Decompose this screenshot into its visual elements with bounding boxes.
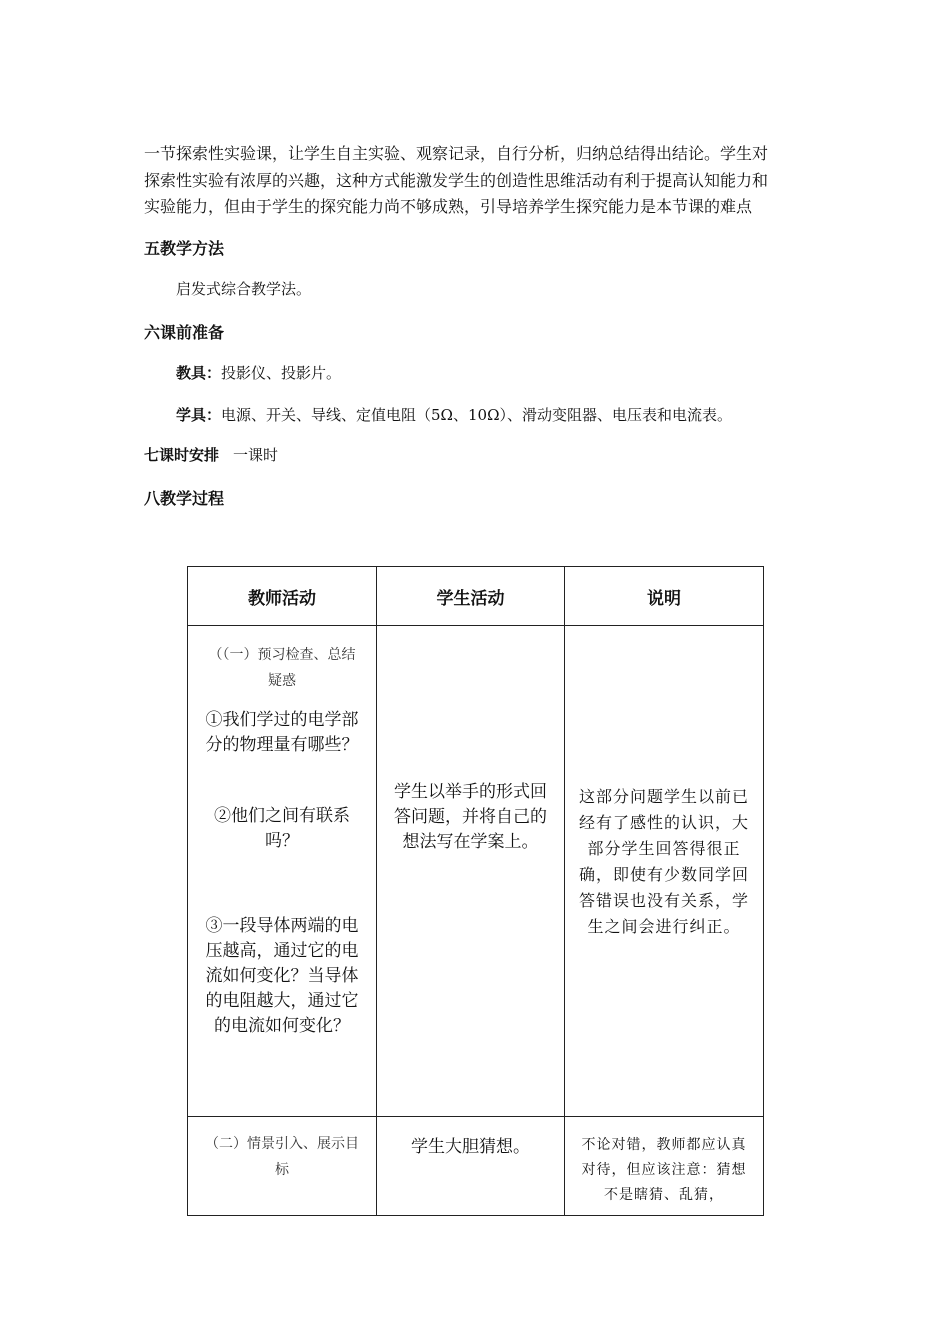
intro-line-1: 一节探索性实验课，让学生自主实验、观察记录，自行分析，归纳总结得出结论。学生对 xyxy=(144,144,769,163)
section-5-text: 启发式综合教学法。 xyxy=(176,280,312,298)
intro-line-3: 实验能力，但由于学生的探究能力尚不够成熟，引导培养学生探究能力是本节课的难点 xyxy=(144,197,753,216)
section-7-text: 一课时 xyxy=(233,446,279,464)
row2-student-cell xyxy=(377,1117,565,1216)
section-7-line xyxy=(144,444,278,465)
teacher-tools-label: 教具： xyxy=(176,364,222,382)
section-7-heading: 七课时安排 xyxy=(144,446,220,464)
row1-student-cell xyxy=(377,626,565,1117)
teaching-process-table xyxy=(187,566,764,1216)
teacher-tools-line xyxy=(176,362,341,383)
row2-teacher-cell xyxy=(188,1117,377,1216)
row1-question-3: ③一段导体两端的电压越高，通过它的电流如何变化？当导体的电阻越大，通过它的电流如何变化？ xyxy=(205,916,359,1036)
student-tools-text: 电源、开关、导线、定值电阻（5Ω、10Ω）、滑动变阻器、电压表和电流表。 xyxy=(221,406,733,424)
row2-student-text: 学生大胆猜想。 xyxy=(411,1137,530,1157)
row2-note-text: 不论对错，教师都应认真对待，但应该注意：猜想不是瞎猜、乱猜， xyxy=(581,1137,747,1203)
row1-note-text: 这部分问题学生以前已经有了感性的认识，大部分学生回答得很正确，即使有少数同学回答错误也没有关系，学生之间会进行纠正。 xyxy=(578,787,749,936)
section-8-heading: 八教学过程 xyxy=(144,489,225,508)
header-notes: 说明 xyxy=(565,567,764,626)
table-row xyxy=(188,1117,764,1216)
student-tools-label: 学具： xyxy=(176,406,222,424)
student-tools-line xyxy=(176,404,732,425)
row1-teacher-cell xyxy=(188,626,377,1117)
table-header-row xyxy=(188,567,764,626)
row2-note-cell xyxy=(565,1117,764,1216)
row1-question-1: ①我们学过的电学部分的物理量有哪些？ xyxy=(205,710,359,755)
row2-teacher-subtitle: （二）情景引入、展示目标 xyxy=(205,1136,359,1178)
table-row xyxy=(188,626,764,1117)
intro-line-2: 探索性实验有浓厚的兴趣，这种方式能激发学生的创造性思维活动有利于提高认知能力和 xyxy=(144,170,769,190)
header-teacher-activity: 教师活动 xyxy=(188,567,377,626)
section-5-heading: 五教学方法 xyxy=(144,239,225,258)
teacher-tools-text: 投影仪、投影片。 xyxy=(221,364,342,382)
intro-paragraph xyxy=(144,141,814,221)
row1-teacher-subtitle: （（一）预习检查、总结疑惑 xyxy=(208,647,356,689)
row1-question-2: ②他们之间有联系吗？ xyxy=(214,806,350,851)
section-6-heading: 六课前准备 xyxy=(144,323,225,342)
row1-note-cell xyxy=(565,626,764,1117)
header-student-activity: 学生活动 xyxy=(377,567,565,626)
row1-student-text: 学生以举手的形式回答问题，并将自己的想法写在学案上。 xyxy=(394,782,547,852)
